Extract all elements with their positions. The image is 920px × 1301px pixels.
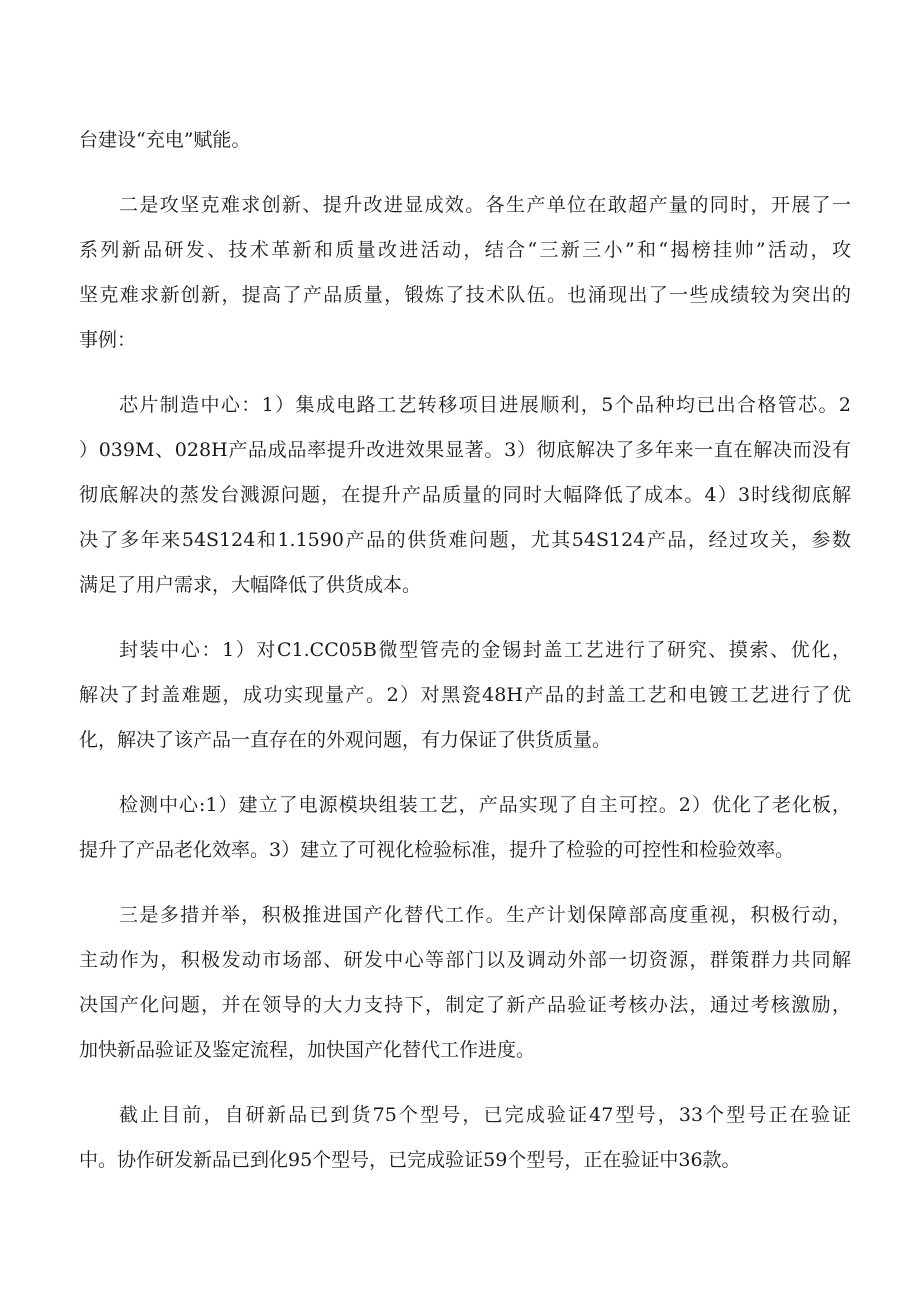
text-line: 系列新品研发、技术革新和质量改进活动，结合“三新三小”和“揭榜挂帅”活动，攻 <box>79 239 851 261</box>
text-line: 主动作为，积极发动市场部、研发中心等部门以及调动外部一切资源，群策群力共同解 <box>79 949 851 971</box>
text-line: 芯片制造中心：1）集成电路工艺转移项目进展顺利，5个品种均已出合格管芯。2 <box>119 394 851 416</box>
text-line: 二是攻坚克难求创新、提升改进显成效。各生产单位在敢超产量的同时，开展了一 <box>119 194 851 216</box>
text-line: 决了多年来54S124和1.1590产品的供货难问题，尤其54S124产品，经过攻关，参数 <box>79 529 851 551</box>
text-line: 彻底解决的蒸发台溅源问题，在提升产品质量的同时大幅降低了成本。4）3时线彻底解 <box>79 484 851 506</box>
text-line: ）039M、028H产品成品率提升改进效果显著。3）彻底解决了多年来一直在解决而没有 <box>79 439 851 461</box>
text-line: 事例： <box>79 329 137 351</box>
paragraph-packaging-center <box>79 628 851 763</box>
paragraph-status <box>79 1093 851 1183</box>
paragraph-localization <box>79 893 851 1073</box>
text-line: 中。协作研发新品已到化95个型号，已完成验证59个型号，正在验证中36款。 <box>79 1149 741 1171</box>
text-line: 台建设“充电”赋能。 <box>79 129 251 151</box>
text-line: 封装中心：1）对C1.CC05B微型管壳的金锡封盖工艺进行了研究、摸索、优化， <box>119 639 851 661</box>
text-line: 坚克难求新创新，提高了产品质量，锻炼了技术队伍。也涌现出了一些成绩较为突出的 <box>79 284 851 306</box>
paragraph-testing-center <box>79 783 851 873</box>
text-line: 三是多措并举，积极推进国产化替代工作。生产计划保障部高度重视，积极行动， <box>119 904 851 926</box>
document-body <box>79 118 851 1183</box>
text-line: 加快新品验证及鉴定流程，加快国产化替代工作进度。 <box>79 1039 536 1061</box>
text-line: 截止目前，自研新品已到货75个型号，已完成验证47型号，33个型号正在验证 <box>119 1104 851 1126</box>
paragraph-continuation <box>79 118 851 163</box>
paragraph-innovation <box>79 183 851 363</box>
text-line: 检测中心:1）建立了电源模块组装工艺，产品实现了自主可控。2）优化了老化板， <box>119 794 851 816</box>
text-line: 提升了产品老化效率。3）建立了可视化检验标准，提升了检验的可控性和检验效率。 <box>79 839 795 861</box>
paragraph-chip-center <box>79 383 851 608</box>
text-line: 化，解决了该产品一直存在的外观问题，有力保证了供货质量。 <box>79 729 612 751</box>
text-line: 解决了封盖难题，成功实现量产。2）对黑瓷48H产品的封盖工艺和电镀工艺进行了优 <box>79 684 851 706</box>
text-line: 决国产化问题，并在领导的大力支持下，制定了新产品验证考核办法，通过考核激励， <box>79 994 851 1016</box>
text-line: 满足了用户需求，大幅降低了供货成本。 <box>79 574 422 596</box>
